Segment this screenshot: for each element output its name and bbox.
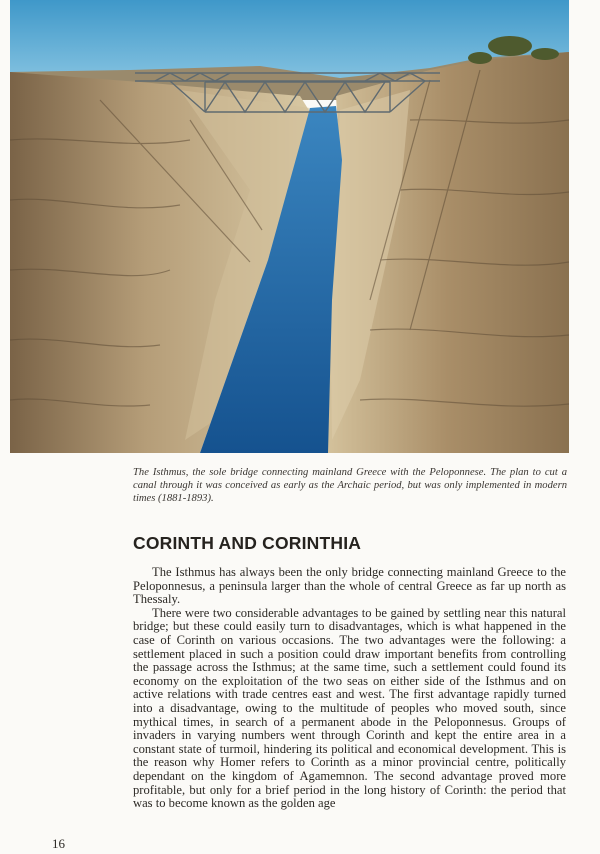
- canal-photo-illustration: [10, 0, 569, 453]
- article-body: [133, 566, 566, 811]
- photo-caption: The Isthmus, the sole bridge connecting mainland Greece with the Peloponnese. The plan to cut a canal through it was conceived as early as the Archaic period, but was only implemented in modern times (1881-1893).: [133, 467, 567, 505]
- section-heading: CORINTH AND CORINTHIA: [133, 533, 362, 553]
- paragraph: There were two considerable advantages to be gained by settling near this natural bridge; but these could easily turn to disadvantages, which is what happened in the case of Corinth on various occasions. The two advantages were the following: a settlement placed in such a position could draw important benefits from controlling the passage across the Isthmus; at the same time, such a settlement could found its economy on the exploitation of the two seas on either side of the Isthmus and on active relations with trade centres east and west. The first advantage rapidly turned into a disadvantage, owing to the multitude of peoples who moved south, since mythical times, in search of a permanent abode in the Peloponnesus. Groups of invaders in varying numbers went through Corinth and kept the entire area in a constant state of turmoil, hindering its political and economical development. This is the reason why Homer refers to Corinth as a minor provincial centre, politically dependant on the kingdom of Agamemnon. The second advantage proved more profitable, but only for a brief period in the long history of Corinth: the period that was to become known as the golden age: [133, 605, 566, 811]
- page-number: 16: [52, 836, 65, 851]
- canal-photo: [10, 0, 569, 453]
- paragraph: The Isthmus has always been the only bridge connecting mainland Greece to the Peloponnesus, a peninsula larger than the whole of central Greece as far up north as Thessaly.: [133, 565, 566, 607]
